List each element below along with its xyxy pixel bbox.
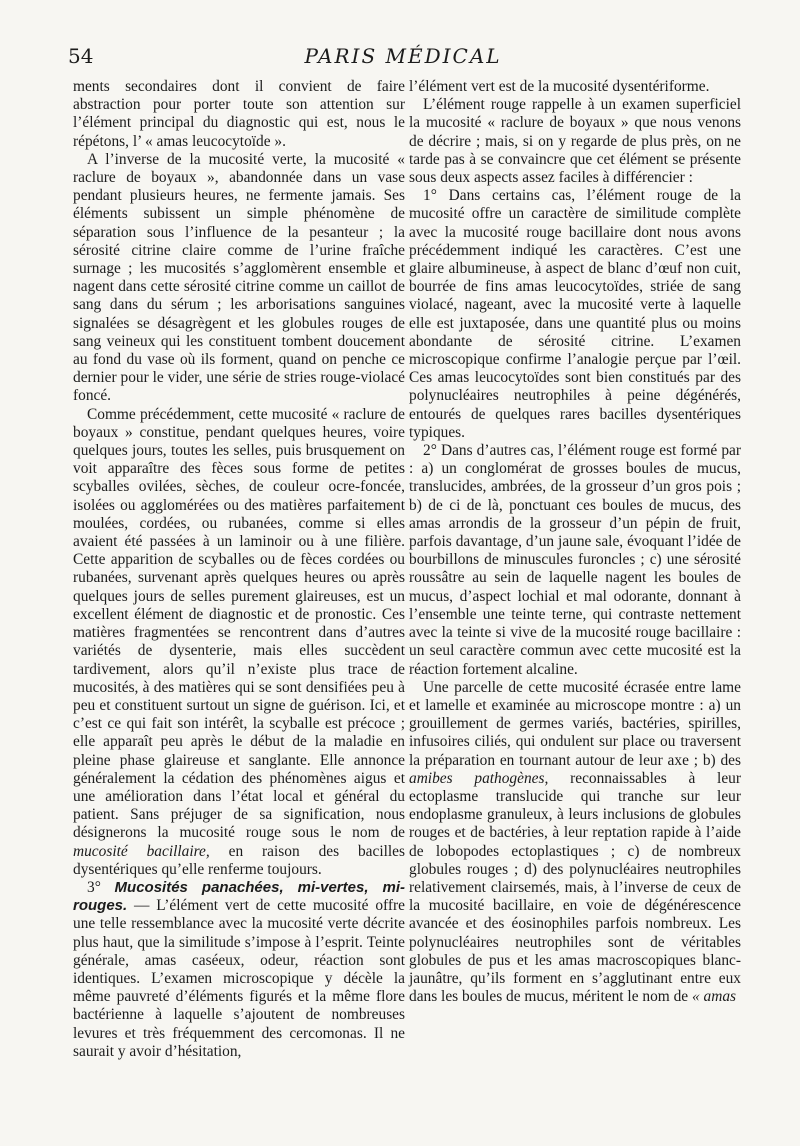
page-header xyxy=(68,44,738,74)
journal-title: PARIS MÉDICAL xyxy=(304,44,502,68)
paragraph: ments secondaires dont il convient de faire abstraction pour porter toute son attention sur l’élément principal du diagnostic qui est, nous le répétons, l’ « amas leucocytoïde ». xyxy=(73,78,405,150)
paragraph: 2° Dans d’autres cas, l’élément rouge est formé par : a) un conglomérat de grosses boules de mucus, translucides, ambrées, de la grosseur d’un gros pois ; b) de ci de là, ponctuant ces boules de mucus, des amas arrondis de la grosseur d’un pépin de fruit, parfois davantage, d’un jaune sale, évoquant l’idée de bourbillons de minuscules furoncles ; c) une sérosité roussâtre au sein de laquelle nagent les boules de mucus, d’aspect lochial et mal odorante, donnant à l’ensemble une teinte terne, qui contraste nettement avec la teinte si vive de la mucosité rouge bacillaire : un seul caractère commun avec cette mucosité est la réaction fortement alcaline. xyxy=(409,442,741,678)
paragraph: 3° Mucosités panachées, mi-vertes, mi-rouges. — L’élément vert de cette mucosité offre une telle ressemblance avec la mucosité verte décrite plus haut, que la similitude s’impose à l’esprit. Teinte générale, amas caséeux, odeur, réaction sont identiques. L’examen microscopique y décèle la même pauvreté d’éléments figurés et la même flore bactérienne à laquelle s’ajoutent de nombreuses levures et très fréquemment des cercomonas. Il ne saurait y avoir d’hésitation, xyxy=(73,878,405,1060)
paragraph: 1° Dans certains cas, l’élément rouge de la mucosité offre un caractère de similitude complète avec la mucosité rouge bacillaire dont nous avons précédemment indiqué les caractères. C’est une glaire albumineuse, à aspect de blanc d’œuf non cuit, bourrée de fins amas leucocytoïdes, striée de sang violacé, nageant, avec la mucosité verte à laquelle elle est juxtaposée, dans une quantité plus ou moins abondante de sérosité citrine. L’examen microscopique confirme l’analogie perçue par l’œil. Ces amas leucocytoïdes sont bien constitués par des polynucléaires neutrophiles à peine dégénérés, entourés de quelques rares bacilles dysentériques typiques. xyxy=(409,187,741,441)
paragraph: A l’inverse de la mucosité verte, la mucosité « raclure de boyaux », abandonnée dans un vase pendant plusieurs heures, ne fermente jamais. Ses éléments subissent un simple phénomène de séparation sous l’influence de la pesanteur ; la sérosité citrine claire comme de l’urine fraîche surnage ; les mucosités s’agglomèrent ensemble et nagent dans cette sérosité citrine comme un caillot de sang dans du sérum ; les arborisations sanguines signalées se désagrègent et les globules rouges de sang veineux qui les constituent tombent doucement au fond du vase où ils forment, quand on penche ce dernier pour le vider, une série de stries rouge-violacé foncé. xyxy=(73,150,405,405)
emphasis-term: amibes pathogènes, xyxy=(409,769,549,787)
right-column xyxy=(409,78,741,1006)
emphasis-term: mucosité bacillaire, xyxy=(73,842,210,860)
paragraph: Comme précédemment, cette mucosité « raclure de boyaux » constitue, pendant quelques heures, voire quelques jours, toutes les selles, puis brusquement on voit apparaître des fèces sous forme de petites scyballes ovilées, sèches, de couleur ocre-foncée, isolées ou agglomérées ou des matières parfaitement moulées, cordées, ou rubanées, comme si elles avaient été passées à un laminoir ou à une filière. Cette apparition de scyballes ou de fèces cordées ou rubanées, survenant après quelques heures ou après quelques jours de selles purement glaireuses, est un excellent élément de diagnostic et de pronostic. Ces matières fragmentées se rencontrent dans d’autres variétés de dysenterie, mais elles succèdent tardivement, alors qu’il n’existe plus trace de mucosités, à des matières qui se sont densifiées peu à peu et constituent surtout un signe de guérison. Ici, et c’est ce qui fait son intérêt, la scyballe est précoce ; elle apparaît peu après le début de la maladie en pleine phase glaireuse et sanglante. Elle annonce généralement la cédation des phénomènes aigus et une amélioration dans l’état local et général du patient. Sans préjuger de sa signification, nous désignerons la mucosité rouge sous le nom de mucosité bacillaire, en raison des bacilles dysentériques qu’elle renferme toujours. xyxy=(73,405,405,878)
paragraph: Une parcelle de cette mucosité écrasée entre lame et lamelle et examinée au microscope montre : a) un grouillement de germes variés, bactéries, spirilles, infusoires ciliés, qui ondulent sur place ou traversent la préparation en tournant autour de leur axe ; b) des amibes pathogènes, reconnaissables à leur ectoplasme translucide qui tranche sur leur endoplasme granuleux, à leurs inclusions de globules rouges et de bactéries, à leur reptation rapide à l’aide de lobopodes ectoplastiques ; c) de nombreux globules rouges ; d) des polynucléaires neutrophiles relativement clairsemés, mais, à l’inverse de ceux de la mucosité bacillaire, en voie de dégénérescence avancée et des éosinophiles parfois nombreux. Les polynucléaires neutrophiles sont de véritables globules de pus et les amas macroscopiques blanc-jaunâtre, qu’ils forment en s’agglutinant entre eux dans les boules de mucus, méritent le nom de « amas xyxy=(409,678,741,1006)
paragraph: l’élément vert est de la mucosité dysentériforme. xyxy=(409,78,710,95)
emphasis-term: « amas xyxy=(691,988,737,1006)
left-column xyxy=(73,78,405,1061)
section-subheading: Mucosités panachées, mi-vertes, mi-rouges. xyxy=(73,878,405,915)
page-number: 54 xyxy=(68,44,94,68)
paragraph: L’élément rouge rappelle à un examen superficiel la mucosité « raclure de boyaux » que nous venons de décrire ; mais, si on y regarde de plus près, on ne tarde pas à se convaincre que cet élément se présente sous deux aspects assez faciles à différencier : xyxy=(409,96,741,187)
